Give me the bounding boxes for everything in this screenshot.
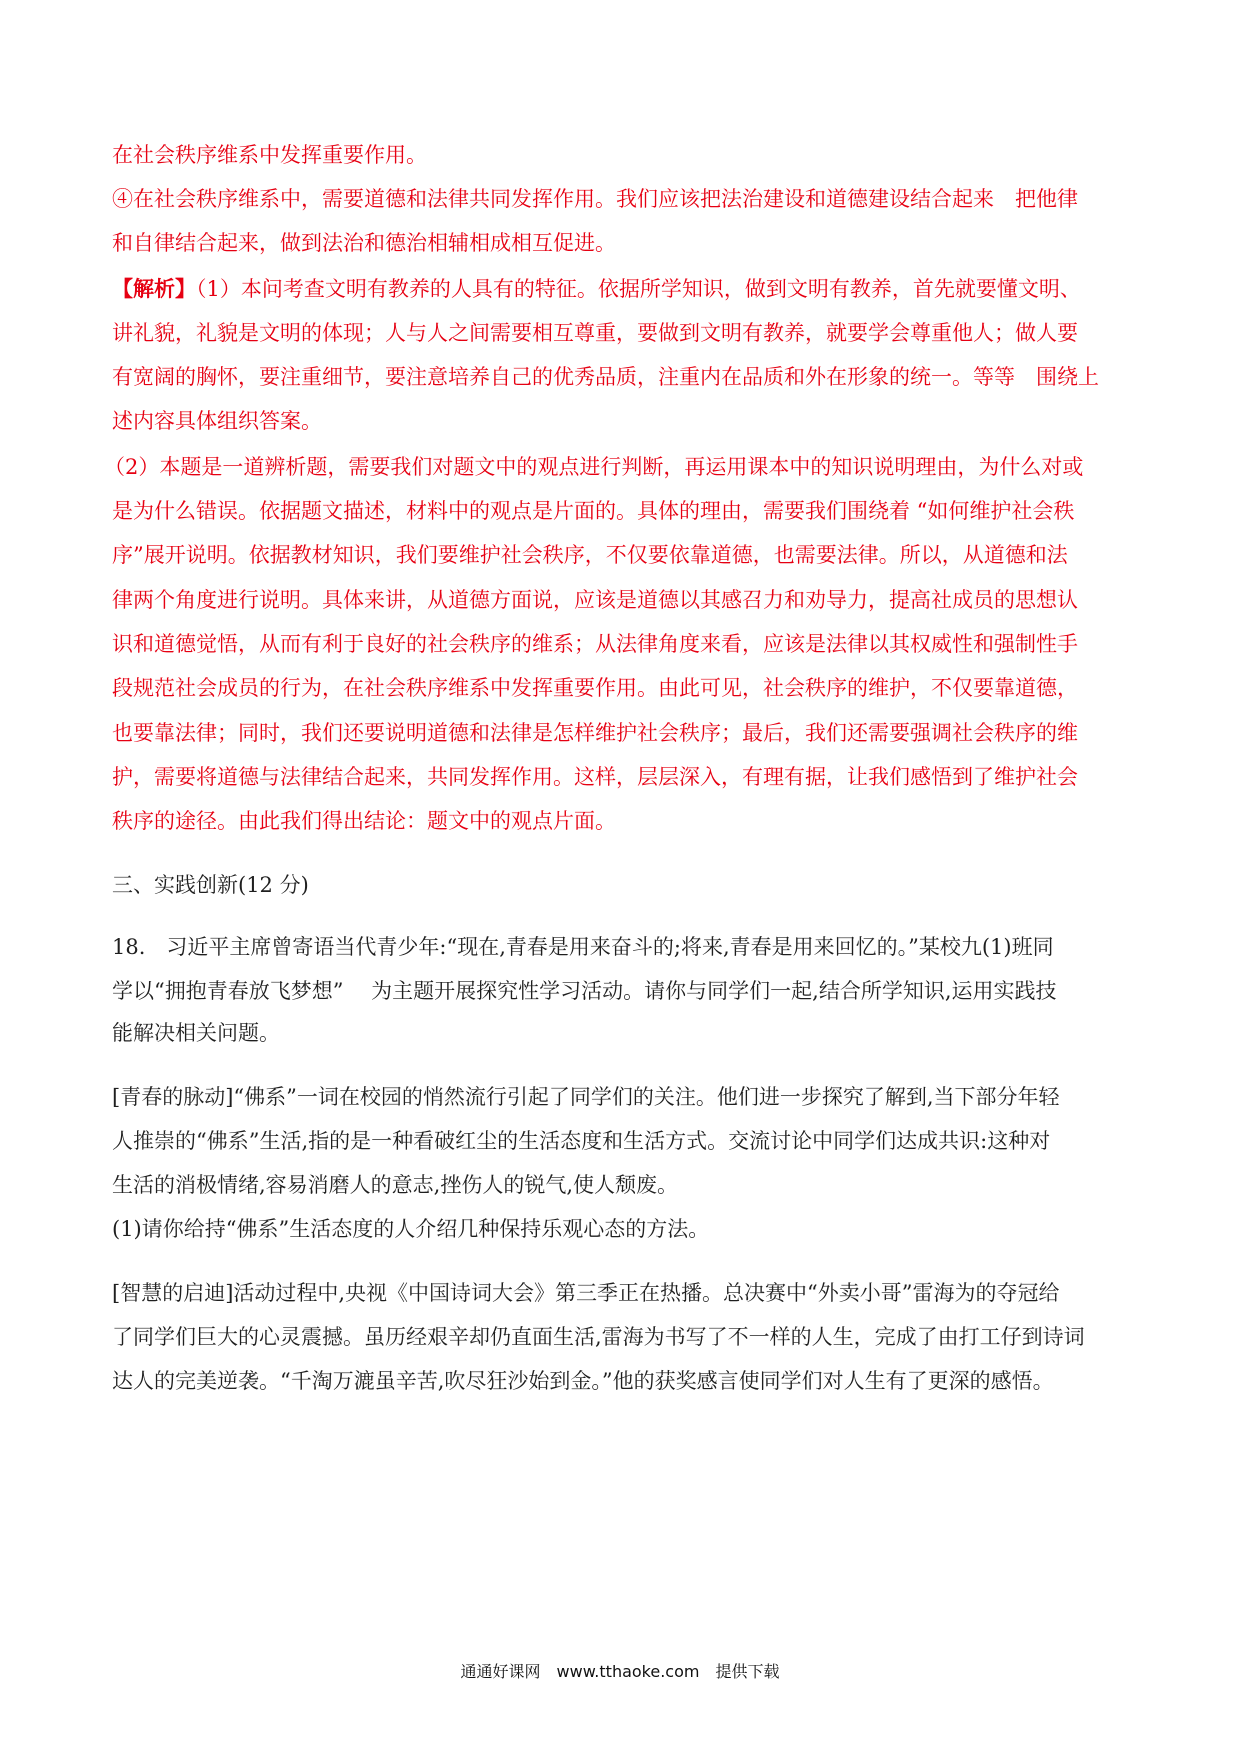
wisdom-line-1: [智慧的启迪]活动过程中,央视《中国诗词大会》第三季正在热播。总决赛中“外卖小哥”雷海为的夺冠给 bbox=[112, 1281, 1060, 1305]
analysis-label: 【解析】 bbox=[112, 276, 196, 301]
answer-line-3: 和自律结合起来，做到法治和德治相辅相成相互促进。 bbox=[112, 231, 616, 255]
youth-line-2: 人推崇的“佛系”生活,指的是一种看破红尘的生活态度和生活方式。交流讨论中同学们达成共识:这种对 bbox=[112, 1129, 1051, 1153]
analysis-p1-line-4: 述内容具体组织答案。 bbox=[112, 409, 322, 433]
answer-line-2: ④在社会秩序维系中，需要道德和法律共同发挥作用。我们应该把法治建设和道德建设结合起来 把他律 bbox=[112, 187, 1078, 211]
analysis-p2-line-4: 律两个角度进行说明。具体来讲，从道德方面说，应该是道德以其感召力和劝导力，提高社成员的思想认 bbox=[112, 588, 1078, 612]
analysis-p2-line-5: 识和道德觉悟，从而有利于良好的社会秩序的维系；从法律角度来看，应该是法律以其权威性和强制性手 bbox=[112, 632, 1078, 656]
analysis-p2-line-6: 段规范社会成员的行为，在社会秩序维系中发挥重要作用。由此可见，社会秩序的维护，不仅要靠道德， bbox=[112, 676, 1078, 700]
section-heading: 三、实践创新(12 分) bbox=[112, 873, 309, 897]
page-footer: 通通好课网 www.tthaoke.com 提供下载 bbox=[460, 1662, 780, 1681]
analysis-line-1 bbox=[112, 274, 1081, 304]
wisdom-line-3: 达人的完美逆袭。“千淘万漉虽辛苦,吹尽狂沙始到金。”他的获奖感言使同学们对人生有了更深的感悟。 bbox=[112, 1369, 1054, 1393]
youth-question: (1)请你给持“佛系”生活态度的人介绍几种保持乐观心态的方法。 bbox=[112, 1217, 710, 1241]
analysis-p2-line-3: 序”展开说明。依据教材知识，我们要维护社会秩序，不仅要依靠道德，也需要法律。所以，从道德和法 bbox=[112, 543, 1068, 567]
analysis-p1-line-3: 有宽阔的胸怀，要注重细节，要注意培养自己的优秀品质，注重内在品质和外在形象的统一。等等 围绕上 bbox=[112, 365, 1099, 389]
wisdom-line-2: 了同学们巨大的心灵震撼。虽历经艰辛却仍直面生活,雷海为书写了不一样的人生，完成了由打工仔到诗词 bbox=[112, 1325, 1085, 1349]
analysis-p2-line-7: 也要靠法律；同时，我们还要说明道德和法律是怎样维护社会秩序；最后，我们还需要强调社会秩序的维 bbox=[112, 721, 1078, 745]
analysis-p2-line-1: （2）本题是一道辨析题，需要我们对题文中的观点进行判断，再运用课本中的知识说明理由，为什么对或 bbox=[104, 455, 1084, 479]
analysis-p1-line-2: 讲礼貌，礼貌是文明的体现；人与人之间需要相互尊重，要做到文明有教养，就要学会尊重他人；做人要 bbox=[112, 321, 1078, 345]
youth-line-3: 生活的消极情绪,容易消磨人的意志,挫伤人的锐气,使人颓废。 bbox=[112, 1173, 679, 1197]
analysis-p2-line-8: 护，需要将道德与法律结合起来，共同发挥作用。这样，层层深入，有理有据，让我们感悟到了维护社会 bbox=[112, 765, 1078, 789]
youth-line-1: [青春的脉动]“佛系”一词在校园的悄然流行引起了同学们的关注。他们进一步探究了解到,当下部分年轻 bbox=[112, 1085, 1060, 1109]
q18-line-2: 学以“拥抱青春放飞梦想” 为主题开展探究性学习活动。请你与同学们一起,结合所学知识,运用实践技 bbox=[112, 979, 1057, 1003]
q18-line-1: 18. 习近平主席曾寄语当代青少年:“现在,青春是用来奋斗的;将来,青春是用来回忆的。”某校九(1)班同 bbox=[112, 935, 1054, 959]
answer-line-1: 在社会秩序维系中发挥重要作用。 bbox=[112, 143, 427, 167]
analysis-p1-line-1: （1）本问考查文明有教养的人具有的特征。依据所学知识，做到文明有教养，首先就要懂文明、 bbox=[196, 277, 1081, 301]
analysis-p2-line-2: 是为什么错误。依据题文描述，材料中的观点是片面的。具体的理由，需要我们围绕着 “如何维护社会秩 bbox=[112, 499, 1075, 523]
q18-line-3: 能解决相关问题。 bbox=[112, 1021, 280, 1045]
analysis-p2-line-9: 秩序的途径。由此我们得出结论：题文中的观点片面。 bbox=[112, 809, 616, 833]
